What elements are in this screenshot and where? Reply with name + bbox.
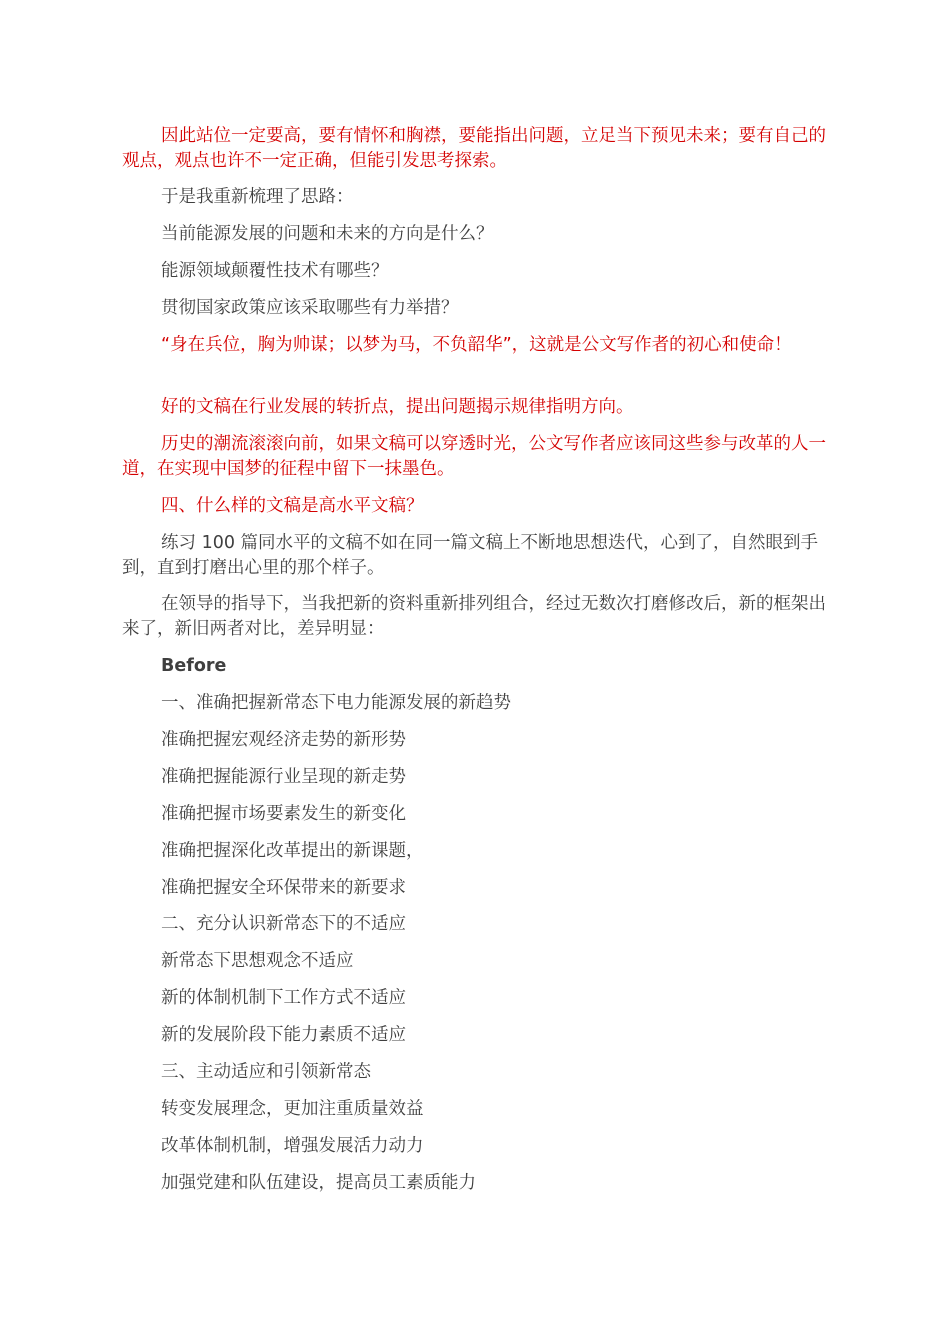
outline-item: 加强党建和队伍建设，提高员工素质能力 [161,1173,476,1193]
question-energy-direction: 当前能源发展的问题和未来的方向是什么？ [161,224,494,244]
paragraph-mission-quote: “身在兵位，胸为帅谋；以梦为马，不负韶华”，这就是公文写作者的初心和使命！ [161,335,792,355]
before-heading: Before [161,656,227,676]
outline-item: 一、准确把握新常态下电力能源发展的新趋势 [161,693,511,713]
outline-item: 准确把握能源行业呈现的新走势 [161,767,406,787]
outline-item: 转变发展理念，更加注重质量效益 [161,1099,424,1119]
outline-item: 二、充分认识新常态下的不适应 [161,914,406,934]
outline-item: 准确把握安全环保带来的新要求 [161,878,406,898]
outline-item: 准确把握深化改革提出的新课题， [161,841,424,861]
paragraph-rethink: 于是我重新梳理了思路： [161,187,354,207]
paragraph-practice: 练习 100 篇同水平的文稿不如在同一篇文稿上不断地思想迭代，心到了，自然眼到手到，直到打磨出心里的那个样子。 [122,533,819,578]
outline-item: 新的体制机制下工作方式不适应 [161,988,406,1008]
section-heading-four: 四、什么样的文稿是高水平文稿？ [161,496,424,516]
outline-item: 新常态下思想观念不适应 [161,951,354,971]
outline-item: 改革体制机制，增强发展活力动力 [161,1136,424,1156]
outline-item: 三、主动适应和引领新常态 [161,1062,371,1082]
paragraph-history-tide: 历史的潮流滚滚向前，如果文稿可以穿透时光，公文写作者应该同这些参与改革的人一道，在实现中国梦的征程中留下一抹墨色。 [122,434,826,479]
question-policy-measures: 贯彻国家政策应该采取哪些有力举措？ [161,298,459,318]
paragraph-stance: 因此站位一定要高，要有情怀和胸襟，要能指出问题，立足当下预见未来；要有自己的观点，观点也许不一定正确，但能引发思考探索。 [122,126,826,171]
paragraph-good-draft: 好的文稿在行业发展的转折点，提出问题揭示规律指明方向。 [161,397,634,417]
outline-item: 新的发展阶段下能力素质不适应 [161,1025,406,1045]
question-disruptive-tech: 能源领域颠覆性技术有哪些？ [161,261,389,281]
outline-item: 准确把握宏观经济走势的新形势 [161,730,406,750]
outline-item: 准确把握市场要素发生的新变化 [161,804,406,824]
paragraph-new-framework: 在领导的指导下，当我把新的资料重新排列组合，经过无数次打磨修改后，新的框架出来了，新旧两者对比，差异明显： [122,594,826,639]
